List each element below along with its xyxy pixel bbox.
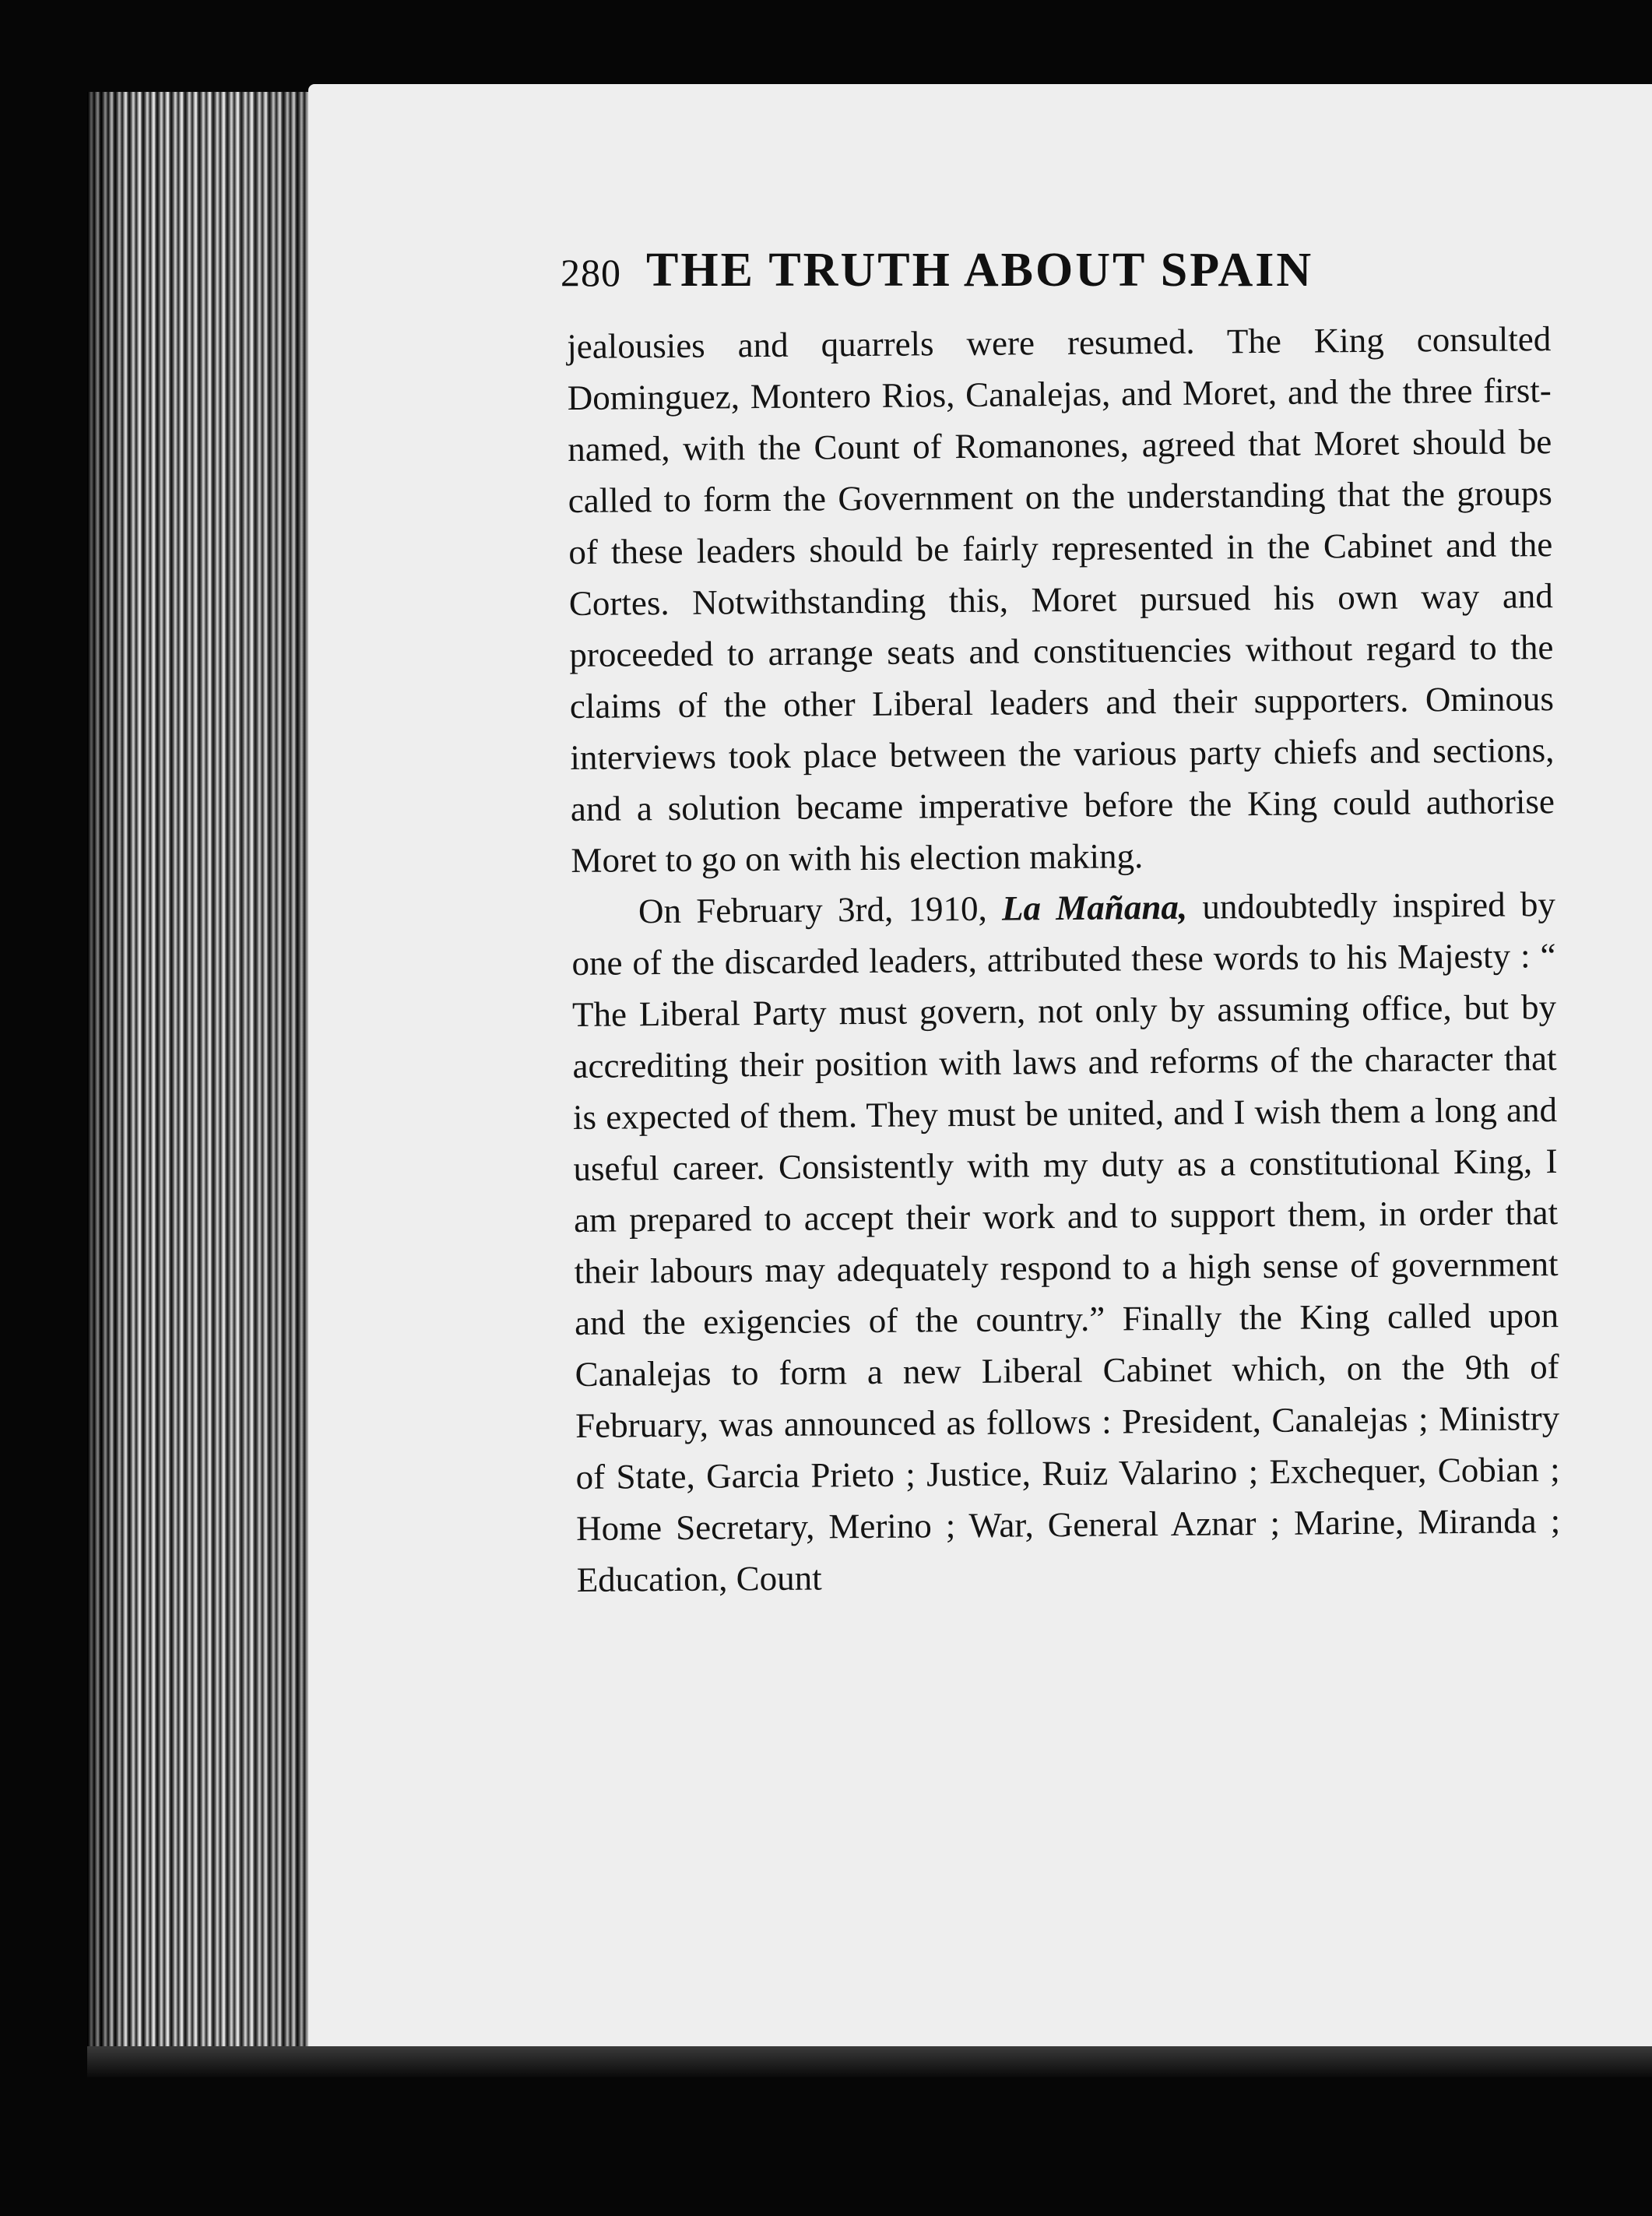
page-header xyxy=(561,243,1440,298)
paragraph xyxy=(571,878,1561,1606)
newspaper-title: La Mañana, xyxy=(1001,887,1188,928)
paragraph-rest: undoubtedly inspired by one of the discarded leaders, attributed these words to his Majesty : “ The Liberal Party must govern, not only by assuming office, but by accrediting their position with laws and reforms of the character that is expected of them. They must be united, and I wish them a long and useful career. Consistently with my duty as a constitutional King, I am prepared to accept their work and to support them, in order that their labours may adequately respond to a high sense of government and the exigencies of the country.” Finally the King called upon Canalejas to form a new Liberal Cabinet which, on the 9th of February, was announced as follows : President, Canalejas ; Ministry of State, Garcia Prieto ; Justice, Ruiz Valarino ; Exchequer, Cobian ; Home Secretary, Merino ; War, General Aznar ; Marine, Miranda ; Education, Count xyxy=(571,885,1561,1599)
page-bottom-shadow xyxy=(87,2046,1652,2077)
paragraph-lead: On February 3rd, 1910, xyxy=(638,888,1003,931)
running-title: THE TRUTH ABOUT SPAIN xyxy=(646,244,1314,297)
body-text xyxy=(567,313,1561,1606)
page-number: 280 xyxy=(561,251,621,294)
book-page-edges xyxy=(87,92,321,2046)
paragraph: jealousies and quarrels were resumed. The King consulted Dominguez, Montero Rios, Canalejas, and Moret, and the three first-named, with the Count of Romanones, agreed that Moret should be called to form the Government on the understanding that the groups of these leaders should be fairly represented in the Cabinet and the Cortes. Notwithstanding this, Moret pursued his own way and proceeded to arrange seats and constituencies without regard to the claims of the other Liberal leaders and their supporters. Ominous interviews took place between the various party chiefs and sections, and a solution became imperative before the King could authorise Moret to go on with his election making. xyxy=(567,319,1555,880)
